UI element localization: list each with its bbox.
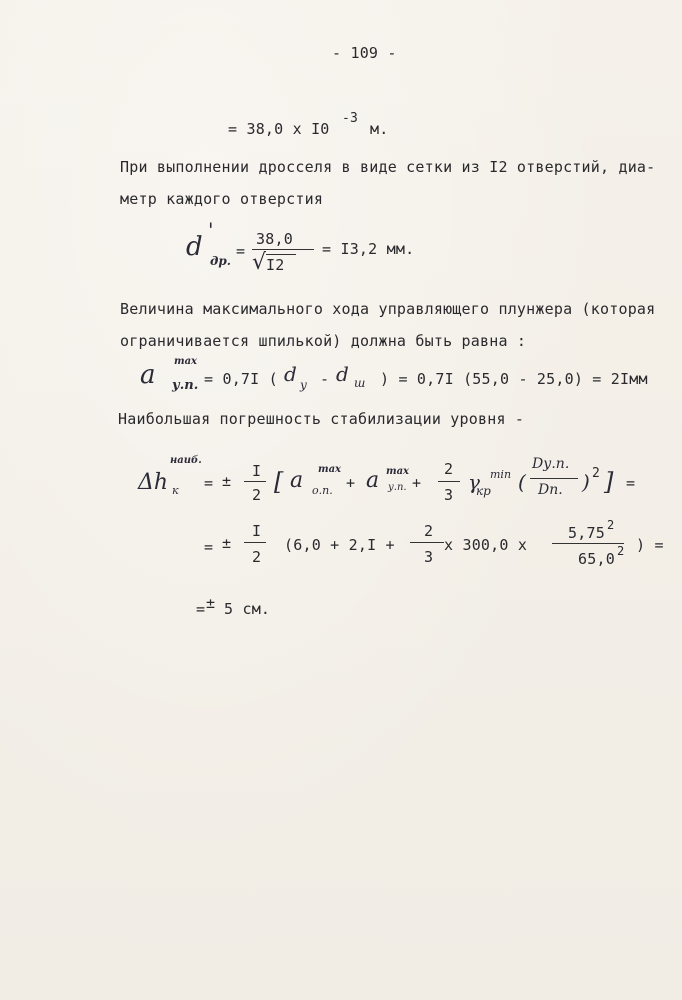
formula-a-text2: ) = 0,7I (55,0 - 25,0) = 2Iмм: [380, 370, 648, 388]
formula-h2-ratio-den: 65,0: [578, 550, 615, 568]
formula-a-subscript: у.п.: [172, 378, 199, 393]
formula-h-frac1-bar: [244, 481, 266, 482]
formula-h2-ratio-bar: [552, 543, 624, 544]
formula-a-d2: d: [336, 362, 349, 386]
formula-h-a2-sup: max: [386, 466, 410, 477]
formula-a-superscript: max: [174, 356, 198, 367]
formula-h2-times: x 300,0 x: [444, 536, 528, 554]
formula-d-symbol: d: [186, 232, 203, 262]
formula-h-sup: наиб.: [170, 455, 202, 466]
formula-h2-ratio-num-pow: 2: [607, 518, 615, 532]
formula-h-bracket-open: [: [274, 468, 284, 496]
result-top-value: = 38,0 x I0: [228, 120, 330, 138]
formula-h2-eq: =: [204, 538, 214, 556]
formula-h-plus1: +: [346, 474, 356, 492]
formula-d-sqrt-bar: [266, 254, 296, 255]
formula-h-bracket-close: ]: [604, 468, 614, 496]
formula-h-eq-end: =: [626, 474, 636, 492]
formula-a-d1-sub: у: [300, 378, 307, 392]
formula-h-sub: к: [172, 484, 179, 497]
formula-h-a2: a: [366, 468, 380, 493]
formula-h-gamma-sub: кр: [476, 484, 491, 498]
formula-h2-frac2-num: 2: [424, 522, 434, 540]
formula-h-frac1-den: 2: [252, 486, 262, 504]
formula-h2-frac2-den: 3: [424, 548, 434, 566]
formula-h2-pm: ±: [222, 534, 232, 552]
paragraph1-line1: При выполнении дросселя в виде сетки из I2 отверстий, диа-: [120, 158, 656, 176]
formula-h-plus2: +: [412, 474, 422, 492]
formula-h-gamma-sup: min: [490, 468, 512, 481]
formula-h2-frac1-num: I: [252, 522, 262, 540]
formula-h-eq: =: [204, 474, 214, 492]
result-top-exponent: -3: [342, 111, 359, 126]
paragraph2-line1: Величина максимального хода управляющего плунжера (которая: [120, 300, 656, 318]
formula-d-result: = I3,2 мм.: [322, 240, 415, 258]
formula-h-ratio-num: Dу.п.: [532, 456, 570, 472]
formula-h-pm: ±: [222, 472, 232, 490]
formula-d-subscript: др.: [210, 254, 231, 268]
formula-h-ratio-bar: [530, 478, 578, 479]
page-number: - 109 -: [332, 44, 397, 62]
formula-h2-ratio-num: 5,75: [568, 524, 605, 542]
paragraph2-line2: ограничивается шпилькой) должна быть равна :: [120, 332, 527, 350]
formula-d-denominator: I2: [266, 256, 285, 274]
formula-h-a2-sub: у.п.: [388, 482, 407, 493]
formula-h-paren-close: ): [582, 470, 590, 494]
formula-h-a1-sub: о.п.: [312, 484, 333, 497]
formula-h-a1-sup: max: [318, 464, 342, 475]
formula-a-minus: -: [320, 370, 330, 388]
formula-a-d2-sub: ш: [354, 376, 366, 390]
formula-a-symbol: a: [140, 360, 156, 390]
formula-h-power: 2: [592, 466, 601, 481]
formula-h-ratio-den: Dп.: [538, 482, 563, 498]
formula-h-frac2-bar: [438, 481, 460, 482]
formula-h2-frac1-den: 2: [252, 548, 262, 566]
final-result-pm: ±: [206, 594, 216, 612]
formula-h2-ratio-den-pow: 2: [617, 544, 625, 558]
paragraph3-line1: Наибольшая погрешность стабилизации уровня -: [118, 410, 525, 428]
formula-d-sqrt-sign: √: [252, 250, 267, 275]
formula-a-text1: = 0,7I (: [204, 370, 278, 388]
formula-h2-frac2-bar: [410, 542, 444, 543]
formula-h-a1: a: [290, 468, 304, 493]
final-result-eq: =: [196, 600, 206, 618]
formula-h-gamma: γ: [468, 470, 480, 494]
formula-h2-close: ) =: [636, 536, 664, 554]
formula-h-delta-h: Δh: [138, 470, 169, 495]
formula-a-d1: d: [284, 362, 297, 386]
formula-d-prime: ': [208, 218, 214, 242]
formula-h2-middle: (6,0 + 2,I +: [284, 536, 395, 554]
formula-h-frac2-den: 3: [444, 486, 454, 504]
formula-h-frac1-num: I: [252, 462, 262, 480]
formula-d-eq: =: [236, 242, 246, 260]
result-top-unit: м.: [370, 120, 389, 138]
formula-h2-frac1-bar: [244, 542, 266, 543]
paragraph1-line2: метр каждого отверстия: [120, 190, 324, 208]
formula-h-paren-open: (: [518, 470, 526, 494]
formula-h-frac2-num: 2: [444, 460, 454, 478]
formula-d-numerator: 38,0: [256, 230, 293, 248]
final-result-value: 5 см.: [224, 600, 271, 618]
